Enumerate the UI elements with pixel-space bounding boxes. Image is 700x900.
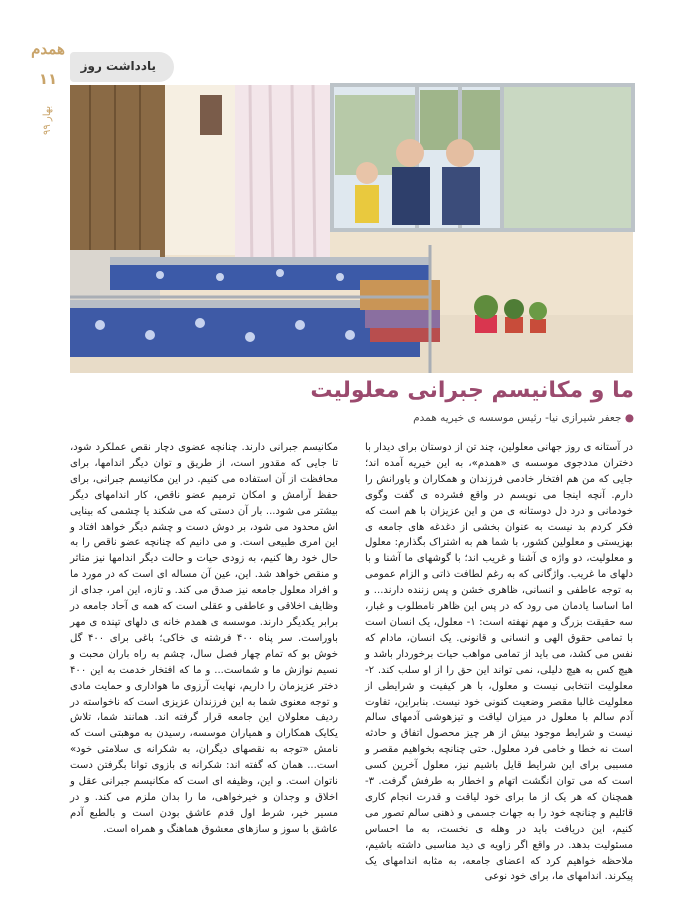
issue-date: بهار ۹۹: [42, 105, 53, 135]
column-text: مکانیسم جبرانی دارند. چنانچه عضوی دچار نقص عملکرد شود، تا جایی که مقدور است، از طریق و توان دیگر اندامها، برای محافظت از آن استفاده می کنیم. در این مکانیسم جبرانی، برای حفظ آرامش و امکان ترمیم عضو ناقص، کار اندامهای دیگر بیشتر می شود... بار آن دستی که می شکند یا چشمی که بینایی اش محدود می شود، بر دوش دست و چشم دیگر خواهد افتاد و این امری طبیعی است. و می دانیم که چنانچه عضو ناقص را به حال خود رها کنیم، به زودی حیات و حالت دیگر اندامها نیز متاثر و منقص خواهد شد. این، عین آن مساله ای است که در مورد ما و افراد معلول جامعه نیز صدق می کند. و تازه، این امر، جدای از وظایف اخلاقی و عاطفی و عقلی است که همه ی آحاد جامعه در برابر یکدیگر دارند. موسسه ی همدم خانه ی دلهای تپنده ی مهر باوراست. سر پناه ۴۰۰ فرشته ی خاکی؛ باغی برای ۴۰۰ گل خوش بو که تمام چهار فصل سال، چشم به راه باران محبت و نسیم نوازش ما و شماست... و ما که افتخار خدمت به این ۴۰۰ دختر عزیزمان را داریم، نهایت آرزوی ما هواداری و حمایت مادی و توجه معنوی شما به این فرزندان عزیزی است که ناخواسته در ردیف معلولان این جامعه قرار گرفته اند. همانند شما، تلاش یکایک همکاران و همیاران موسسه، رسیدن به موهبتی است که نامش «توجه به نقصهای دیگران، به شکرانه ی سلامتی خود» است... همان که گفته اند: شکرانه ی بازوی توانا بگرفتن دست ناتوان است. و این، وظیفه ای است که مکانیسم جبرانی عقل و اخلاق و وجدان و خیرخواهی، ما را بدان ملزم می کند. و در مسیر خیر، شرط اول قدم عاشق بودن است و بالطبع آدم عاشق با سوز و سازهای معشوق هماهنگ و همراه است.: [70, 442, 338, 835]
byline-text: جعفر شیرازی نیا- رئیس موسسه ی خیریه همدم: [413, 412, 622, 424]
article-column-right: [365, 440, 633, 883]
article-title: ما و مکانیسم جبرانی معلولیت: [310, 378, 634, 403]
article-photo: [70, 85, 633, 373]
article-byline: [413, 412, 634, 424]
section-label: یادداشت روز: [80, 59, 156, 73]
magazine-logo: همدم: [31, 40, 65, 58]
article-column-left: [70, 440, 338, 835]
column-text: در آستانه ی روز جهانی معلولین، چند تن از دوستان برای دیدار با دختران مددجوی موسسه ی «همدم»، به این خیریه آمده اند؛ جایی که من هم افتخار خادمی فرزندان و همکاران و یاورانش را دارم. آنچه اینجا می نویسم در واقع فشرده ی گفت وگوی خودمانی و درد دل دوستانه ی من و این عزیزان با هم است که فکر کردم بد نیست به عنوان بخشی از دغدغه های جامعه ی بهزیستی و معلولین کشور، با شما هم به اشتراک بگذارم: معلول و معلولیت، دو واژه ی آشنا و غریب اند؛ با گوشهای ما آشنا و با دلهای ما غریب. واژگانی که به رغم لطافت ذاتی و الزام عمومی به توجه عاطفی و انسانی، ظاهری خشن و پس زننده دارند... و اما اساسا یادمان می رود که در پس این ظاهر نامطلوب و غبار، سه حقیقت بزرگ و مهم نهفته است: ۱- معلول، یک انسان است با تمامی حقوق الهی و انسانی و قانونی. یک انسان، مادام که نفس می کشد، می باید از تمامی مواهب حیات برخوردار باشد و هیچ کس به هیچ دلیلی، نمی تواند این حق را از او سلب کند. ۲- معلولیت انتخابی نیست و معلول، با هر کیفیت و شرایطی از معلولیت غالبا مقصر وضعیت کنونی خود نیست. بنابراین، تفاوت آدم سالم با معلول در میزان لیاقت و تیزهوشی آدمهای سالم نیست و شرایط موجود بیش از هر چیز محصول اتفاق و حادثه است نه خطا و خامی فرد معلول. حتی چنانچه بخواهیم مقصر و مسببی برای این شرایط قایل باشیم نیز، معلول آخرین کسی است که می توان انگشت اتهام و اخطار به طرفش گرفت. ۳- همچنان که هر یک از ما برای خود لیاقت و قدرت انجام کاری قائلیم و چنانچه خود را به جهات جسمی و ذهنی سالم تصور می کنیم، این دریافت باید در وهله ی نخست، به ما احساس مسئولیت بدهد. در واقع اگر زاویه ی دید مناسبی داشته باشیم، ملاحظه خواهیم کرد که اعضای جامعه، به مثابه اندامهای یک پیکرند. اندامهای ما، برای خود نوعی: [365, 442, 633, 883]
byline-bullet-icon: ●: [624, 412, 634, 424]
photo-illustration: [70, 85, 633, 373]
page-number: ۱۱: [38, 70, 58, 88]
page-margin: [30, 40, 66, 160]
section-tab: [70, 52, 174, 82]
